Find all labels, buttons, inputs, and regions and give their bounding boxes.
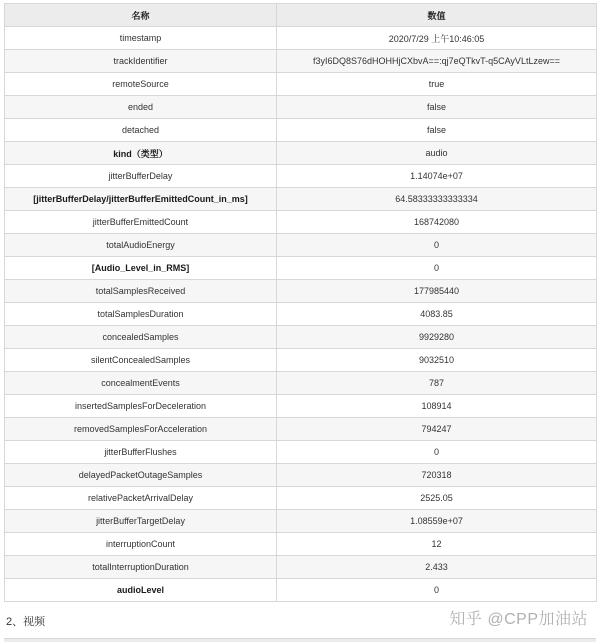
row-value: 177985440 xyxy=(277,280,597,303)
row-value: 720318 xyxy=(277,464,597,487)
row-name: totalAudioEnergy xyxy=(5,234,277,257)
row-name: jitterBufferTargetDelay xyxy=(5,510,277,533)
row-value: 794247 xyxy=(277,418,597,441)
table-row xyxy=(5,349,597,372)
row-name: detached xyxy=(5,119,277,142)
row-name: totalSamplesDuration xyxy=(5,303,277,326)
table-row xyxy=(5,96,597,119)
table-row xyxy=(5,211,597,234)
row-value: false xyxy=(277,96,597,119)
row-value: 12 xyxy=(277,533,597,556)
row-name: concealedSamples xyxy=(5,326,277,349)
table-row xyxy=(5,326,597,349)
table-row xyxy=(5,73,597,96)
row-value: 108914 xyxy=(277,395,597,418)
row-value: 9929280 xyxy=(277,326,597,349)
row-value: 0 xyxy=(277,234,597,257)
table-row xyxy=(5,119,597,142)
row-name: silentConcealedSamples xyxy=(5,349,277,372)
row-value: 2525.05 xyxy=(277,487,597,510)
row-value: 168742080 xyxy=(277,211,597,234)
row-name: trackIdentifier xyxy=(5,50,277,73)
row-name: [jitterBufferDelay/jitterBufferEmittedCount_in_ms] xyxy=(5,188,277,211)
row-value: audio xyxy=(277,142,597,165)
row-value: 0 xyxy=(277,257,597,280)
table-body xyxy=(5,27,597,602)
stats-table xyxy=(4,3,597,602)
table-row xyxy=(5,395,597,418)
row-name: insertedSamplesForDeceleration xyxy=(5,395,277,418)
row-name: jitterBufferFlushes xyxy=(5,441,277,464)
table-row xyxy=(5,418,597,441)
table-row xyxy=(5,579,597,602)
row-name: ended xyxy=(5,96,277,119)
row-name: removedSamplesForAcceleration xyxy=(5,418,277,441)
row-value: false xyxy=(277,119,597,142)
row-name: audioLevel xyxy=(5,579,277,602)
table-row xyxy=(5,487,597,510)
row-name: kind（类型） xyxy=(5,142,277,165)
table-row xyxy=(5,165,597,188)
table-row xyxy=(5,372,597,395)
row-name: concealmentEvents xyxy=(5,372,277,395)
row-name: totalSamplesReceived xyxy=(5,280,277,303)
table-row xyxy=(5,510,597,533)
row-value: 0 xyxy=(277,579,597,602)
row-value: f3yI6DQ8S76dHOHHjCXbvA==:qj7eQTkvT-q5CAyVLtLzew== xyxy=(277,50,597,73)
row-name: interruptionCount xyxy=(5,533,277,556)
row-value: 0 xyxy=(277,441,597,464)
row-value: 9032510 xyxy=(277,349,597,372)
table-row xyxy=(5,142,597,165)
table-row xyxy=(5,188,597,211)
row-value: 1.14074e+07 xyxy=(277,165,597,188)
row-value: 4083.85 xyxy=(277,303,597,326)
table-row xyxy=(5,303,597,326)
row-value: true xyxy=(277,73,597,96)
row-name: remoteSource xyxy=(5,73,277,96)
row-name: jitterBufferEmittedCount xyxy=(5,211,277,234)
row-value: 2020/7/29 上午10:46:05 xyxy=(277,27,597,50)
row-name: timestamp xyxy=(5,27,277,50)
table-row xyxy=(5,556,597,579)
table-row xyxy=(5,50,597,73)
watermark: 知乎 @CPP加油站 xyxy=(449,611,588,628)
table-row xyxy=(5,234,597,257)
table-row xyxy=(5,533,597,556)
section-heading: 2、视频 xyxy=(6,616,46,628)
table-row xyxy=(5,441,597,464)
row-value: 1.08559e+07 xyxy=(277,510,597,533)
row-value: 787 xyxy=(277,372,597,395)
row-value: 2.433 xyxy=(277,556,597,579)
row-name: [Audio_Level_in_RMS] xyxy=(5,257,277,280)
row-name: jitterBufferDelay xyxy=(5,165,277,188)
row-value: 64.58333333333334 xyxy=(277,188,597,211)
table-row xyxy=(5,464,597,487)
table-row xyxy=(5,27,597,50)
table-row xyxy=(5,257,597,280)
header-name: 名称 xyxy=(5,4,277,27)
table-header xyxy=(5,4,597,27)
header-value: 数值 xyxy=(277,4,597,27)
table-row xyxy=(5,280,597,303)
row-name: relativePacketArrivalDelay xyxy=(5,487,277,510)
row-name: delayedPacketOutageSamples xyxy=(5,464,277,487)
row-name: totalInterruptionDuration xyxy=(5,556,277,579)
header-row xyxy=(5,4,597,27)
next-table-header-edge xyxy=(4,638,596,642)
